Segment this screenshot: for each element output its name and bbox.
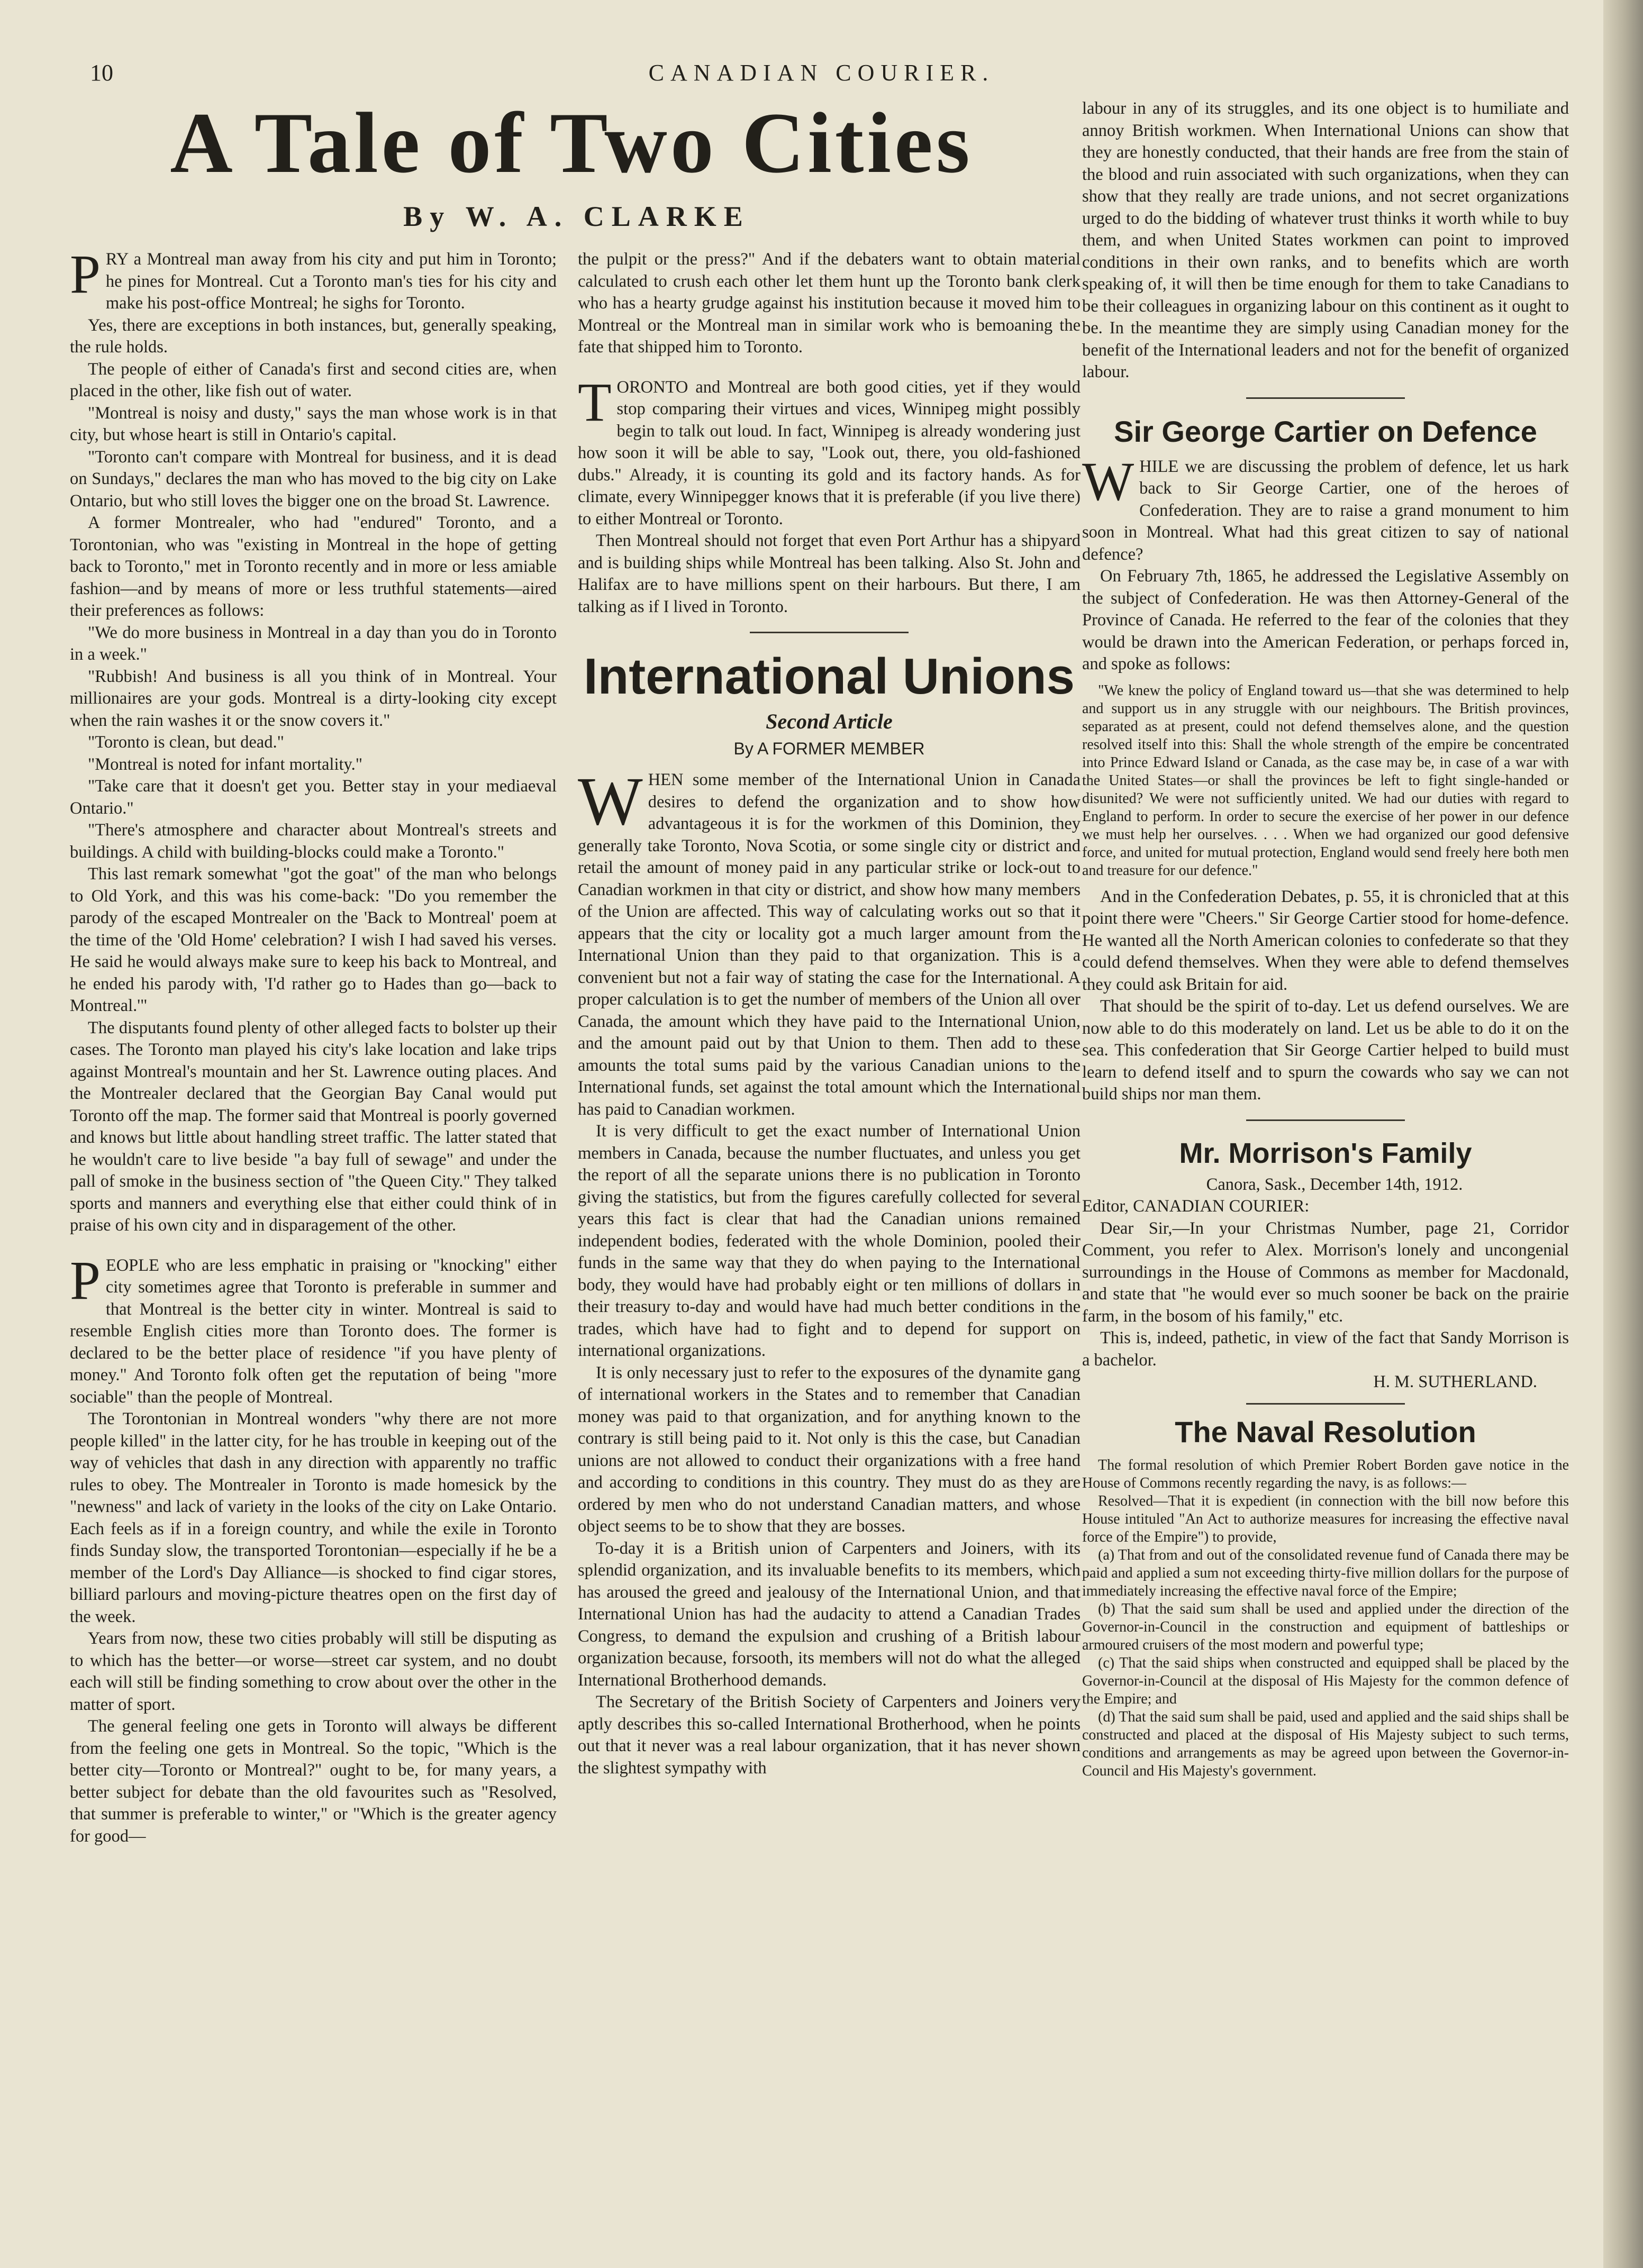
paragraph: The Torontonian in Montreal wonders "why there are not more people killed" in the latter city, for he has trouble in keeping out of the way of vehicles that dash in any direction with apparently no traffic rules to obey. The Montrealer in Toronto is made homesick by the "newness" and lack of variety in the looks of the city on Lake Ontario. Each feels as if in a foreign country, and while the exile in Toronto finds Sunday slow, the transported Torontonian—especially if he be a member of the Lord's Day Alliance—is shocked to find cigar stores, billiard parlours and moving-picture theatres open on the first day of the week.: [70, 1409, 557, 1626]
column-2: [578, 249, 1081, 2206]
paragraph: The people of either of Canada's first and second cities are, when placed in the other, like fish out of water.: [70, 359, 557, 400]
paragraph: "Toronto can't compare with Montreal for business, and it is dead on Sundays," declares the man who has moved to the big city on Lake Ontario, but who still loves the bigger one on the broad St. Lawrence.: [70, 447, 557, 511]
paragraph: "Montreal is noted for infant mortality.": [88, 754, 363, 774]
paragraph: "There's atmosphere and character about Montreal's streets and buildings. A child with building-blocks could make a Toronto.": [70, 821, 557, 862]
section-divider: [1246, 1403, 1405, 1405]
paragraph: (c) That the said ships when constructed and equipped shall be placed by the Governor-in-Council at the disposal of His Majesty for the common defence of the Empire; and: [1082, 1654, 1569, 1707]
article-title-tale: A Tale of Two Cities: [170, 95, 973, 191]
paragraph: (b) That the said sum shall be used and applied under the direction of the Governor-in-Council in the construction and equipment of battleships or armoured cruisers of the most modern and powerful type;: [1082, 1600, 1569, 1653]
article-byline-unions: By A FORMER MEMBER: [733, 739, 925, 758]
paragraph: "Montreal is noisy and dusty," says the man whose work is in that city, but whose heart is still in Ontario's capital.: [70, 403, 557, 444]
paragraph: Yes, there are exceptions in both instances, but, generally speaking, the rule holds.: [70, 315, 557, 357]
paragraph: "Toronto is clean, but dead.": [88, 733, 284, 752]
drop-cap: W: [578, 763, 643, 840]
paragraph: The general feeling one gets in Toronto will always be different from the feeling one gets in Montreal. So the topic, "Which is the better city—Toronto or Montreal?" ought to be, for many years, a better subject for debate than the old favourites such as "Resolved, that summer is preferable to winter," or "Which is the greater agency for good—: [70, 1717, 557, 1846]
article-subtitle: Second Article: [766, 709, 893, 733]
section-divider: [1246, 1119, 1405, 1121]
paragraph: This last remark somewhat "got the goat" of the man who belongs to Old York, and this was his come-back: "Do you remember the parody of the escaped Montrealer on the 'Back to Montreal' poem at the time of the 'Old Home' celebration? I wish I had saved his verses. He said he would always make sure to keep his back to Montreal, and he ended his parody with, 'I'd rather go to Hades than go—back to Montreal.'": [70, 864, 557, 1015]
drop-cap: P: [70, 249, 101, 305]
paragraph: TORONTO and Montreal are both good cities, yet if they would stop comparing their virtues and vices, Winnipeg might possibly begin to talk out loud. In fact, Winnipeg is already wondering just how soon it will be able to say, "Look out, there, you old-fashioned dubs." Already, it is counting its gold and its factory hands. As for climate, every Winnipegger knows that it is preferable (if you live there) to either Montreal or Toronto.: [578, 371, 1081, 529]
article-title-unions: International Unions: [583, 648, 1075, 705]
paragraph: "We do more business in Montreal in a day than you do in Toronto in a week.": [70, 623, 557, 664]
paragraph: It is very difficult to get the exact number of International Union members in Canada, because the number fluctuates, and unless you get the report of all the separate unions there is no publication in Toronto giving the statistics, but from the figures carefully collected for several years this fact is clear that had the Canadian unions remained independent bodies, federated with the whole Dominion, pooled their funds in the same way that they do when paying to the International body, they would have had probably eight or ten millions of dollars in their treasury to-day and would have had much better conditions in the trades, which have had to fight and to depend for support on international organizations.: [578, 1122, 1081, 1360]
paragraph: This is, indeed, pathetic, in view of the fact that Sandy Morrison is a bachelor.: [1082, 1328, 1569, 1370]
letter-signature: H. M. SUTHERLAND.: [1373, 1372, 1537, 1391]
article-title-cartier: Sir George Cartier on Defence: [1114, 414, 1537, 448]
naval-resolution-text: [1082, 1456, 1569, 1780]
article-title-morrison: Mr. Morrison's Family: [1179, 1137, 1472, 1169]
paragraph: That should be the spirit of to-day. Let us defend ourselves. We are now able to do this moderately on land. Let us be able to do it on the sea. This confederation that Sir George Cartier helped to build must learn to defend itself and to spurn the cowards who say we can not build ships nor man them.: [1082, 997, 1569, 1104]
paragraph: WHILE we are discussing the problem of defence, let us hark back to Sir George Cartier, one of the heroes of Confederation. They are to raise a grand monument to him soon in Montreal. What had this great citizen to say of national defence?: [1082, 451, 1569, 564]
column-1: [70, 249, 557, 2174]
paragraph: the pulpit or the press?" And if the debaters want to obtain material calculated to crush each other let them hunt up the Toronto bank clerk who has a hearty grudge against his institution because it moved him to Montreal or the Montreal man in similar work who is bemoaning the fate that shipped him to Toronto.: [578, 250, 1081, 357]
column-3: [1082, 98, 1569, 2214]
article-title-naval: The Naval Resolution: [1175, 1415, 1476, 1449]
paragraph: Then Montreal should not forget that even Port Arthur has a shipyard and is building ships while Montreal has been talking. Also St. John and Halifax are to have millions spent on their harbours. But there, I am talking as if I lived in Toronto.: [578, 531, 1081, 616]
paragraph: (d) That the said sum shall be paid, used and applied and the said ships shall be constructed and placed at the disposal of His Majesty subject to such terms, conditions and arrangements as may be agreed upon between the Governor-in-Council and His Majesty's government.: [1082, 1708, 1569, 1779]
dateline: Canora, Sask., December 14th, 1912.: [1206, 1174, 1463, 1194]
paragraph: Years from now, these two cities probably will still be disputing as to which has the better—or worse—street car system, and no doubt each will still be finding something to crow about over the other in the matter of sport.: [70, 1629, 557, 1714]
paragraph: A former Montrealer, who had "endured" Toronto, and a Torontonian, who was "existing in Montreal in the hope of getting back to Toronto," met in Toronto recently and in more or less amiable fashion—and by means of more or less truthful statements—aired their preferences as follows:: [70, 513, 557, 620]
paragraph: PEOPLE who are less emphatic in praising or "knocking" either city sometimes agree that Toronto is preferable in summer and that Montreal is the better city in winter. Montreal is said to resemble English cities more than Toronto does. The former is declared to be the better place of residence "if you have plenty of money." And Toronto folk often get the reputation of being "more sociable" than the people of Montreal.: [70, 1250, 557, 1407]
paragraph: PRY a Montreal man away from his city and put him in Toronto; he pines for Montreal. Cut a Toronto man's ties for his city and make his post-office Montreal; he sighs for Toronto.: [70, 249, 557, 313]
paragraph: "Take care that it doesn't get you. Better stay in your mediaeval Ontario.": [70, 777, 557, 818]
paragraph: labour in any of its struggles, and its one object is to humiliate and annoy British workmen. When International Unions can show that they are honestly conducted, that their hands are free from the stain of the blood and ruin associated with such organizations, when they can show that they really are trade unions, and not secret organizations urged to do the bidding of whatever trust thinks it worth while to buy them, and when United States workmen can point to improved conditions in their own ranks, and to benefits which are worth speaking of, it will then be time enough for them to take Canadians to be their colleagues in organizing labour on this continent as it ought to be. In the meantime they are simply using Canadian money for the benefit of the International leaders and not for the benefit of organized labour.: [1082, 99, 1569, 381]
paragraph: And in the Confederation Debates, p. 55, it is chronicled that at this point there were "Cheers." Sir George Cartier stood for home-defence. He wanted all the North American colonies to confederate so that they could defend themselves. When they were able to defend themselves they could ask Britain for aid.: [1082, 887, 1569, 994]
section-divider: [1246, 397, 1405, 399]
paragraph: The Secretary of the British Society of Carpenters and Joiners very aptly describes this so-called International Brotherhood, when he points out that it never was a real labour organization, that it has never shown the slightest sympathy with: [578, 1692, 1081, 1778]
section-divider: [750, 632, 909, 633]
salutation: Editor, CANADIAN COURIER:: [1082, 1197, 1310, 1216]
paragraph: Resolved—That it is expedient (in connection with the bill now before this House intituled "An Act to authorize measures for increasing the effective naval force of the Empire") to provide,: [1082, 1492, 1569, 1545]
page-gutter-shadow: [1603, 0, 1643, 2268]
block-quote: [1082, 682, 1569, 880]
drop-cap: T: [578, 371, 612, 433]
paragraph: (a) That from and out of the consolidated revenue fund of Canada there may be paid and applied a sum not exceeding thirty-five million dollars for the purpose of immediately increasing the effective naval force of the Empire;: [1082, 1546, 1569, 1599]
paragraph: Dear Sir,—In your Christmas Number, page 21, Corridor Comment, you refer to Alex. Morrison's lonely and uncongenial surroundings in the House of Commons as member for Macdonald, and state that "he would ever so much sooner be back on the prairie farm, in the bosom of his family," etc.: [1082, 1218, 1569, 1326]
running-title: CANADIAN COURIER.: [648, 60, 995, 86]
paragraph: "Rubbish! And business is all you think of in Montreal. Your millionaires are your gods. Montreal is a dirty-looking city except when the rain washes it or the snow covers it.": [70, 667, 557, 730]
drop-cap: W: [1082, 451, 1134, 512]
paragraph: To-day it is a British union of Carpenters and Joiners, with its splendid organization, and its invaluable benefits to its members, which has aroused the greed and jealousy of the International Union, and that International Union has had the audacity to attend a Canadian Trades Congress, to demand the expulsion and crushing of a British labour organization because, forsooth, its members will not do what the alleged International Brotherhood demands.: [578, 1538, 1081, 1690]
article-byline-tale: By W. A. CLARKE: [403, 201, 750, 232]
paragraph: WHEN some member of the International Union in Canada desires to defend the organization and to show how advantageous it is for the workmen of this Dominion, they generally take Toronto, Nova Scotia, or some single city or district and retail the amount of money paid in any particular strike or lock-out to Canadian workmen in that city or district, and show how many members of the Union are affected. This way of calculating works out so that it appears that the city or locality got a much larger amount from the International Union than they paid to that organization. This is a convenient but not a fair way of stating the case for the International. A proper calculation is to get the number of members of the Union all over Canada, the amount which they have paid to the International Union, and the amount paid out by that Union to them. Then add to these amounts the total sums paid by the various Canadian unions to the International funds, set against the total amount which the International has paid to Canadian workmen.: [578, 763, 1081, 1119]
quote-text: "We knew the policy of England toward us—that she was determined to help and support us in any struggle with our neighbours. The British provinces, separated as at present, could not defend themselves alone, and the question resolved itself into this: Shall the whole strength of the empire be concentrated into Prince Edward Island or Canada, as the case may be, in case of a war with the United States—or shall the provinces be left to fight single-handed or disunited? We were not sufficiently united. We had our duties with regard to England to perform. In order to secure the exercise of her power in our defence we must help her ourselves. . . . When we had organized our good defensive force, and united for mutual protection, England would send freely here both men and treasure for our defence.": [1082, 682, 1569, 879]
page-header: [0, 59, 1643, 91]
drop-cap: P: [70, 1250, 101, 1311]
paragraph: The formal resolution of which Premier Robert Borden gave notice in the House of Commons recently regarding the navy, is as follows:—: [1082, 1456, 1569, 1491]
page-number: 10: [90, 60, 113, 86]
paragraph: The disputants found plenty of other alleged facts to bolster up their cases. The Toronto man played his city's lake location and lake trips against Montreal's mountain and her St. Lawrence outing places. And the Montrealer declared that the Georgian Bay Canal would put Toronto off the map. The former said that Montreal is poorly governed and knows but little about handling street traffic. The latter stated that he wouldn't care to live beside "a bay full of sewage" and under the pall of smoke in the business section of "the Queen City." They talked sports and manners and everything else that either could think of in praise of his own city and in disparagement of the other.: [70, 1018, 557, 1235]
paragraph: It is only necessary just to refer to the exposures of the dynamite gang of international workers in the States and to remember that Canadian money was paid to that organization, and for anything known to the contrary is still being paid to it. Not only is this the case, but Canadian unions are not allowed to conduct their organizations with a free hand and according to conditions in this country. They must do as they are ordered by men who do not understand Canadian matters, and whose object seems to be to show that they are bosses.: [578, 1363, 1081, 1536]
paragraph: On February 7th, 1865, he addressed the Legislative Assembly on the subject of Confederation. He was then Attorney-General of the Province of Canada. He referred to the fear of the colonies that they would be drawn into the American Federation, or perhaps forced in, and spoke as follows:: [1082, 567, 1569, 673]
